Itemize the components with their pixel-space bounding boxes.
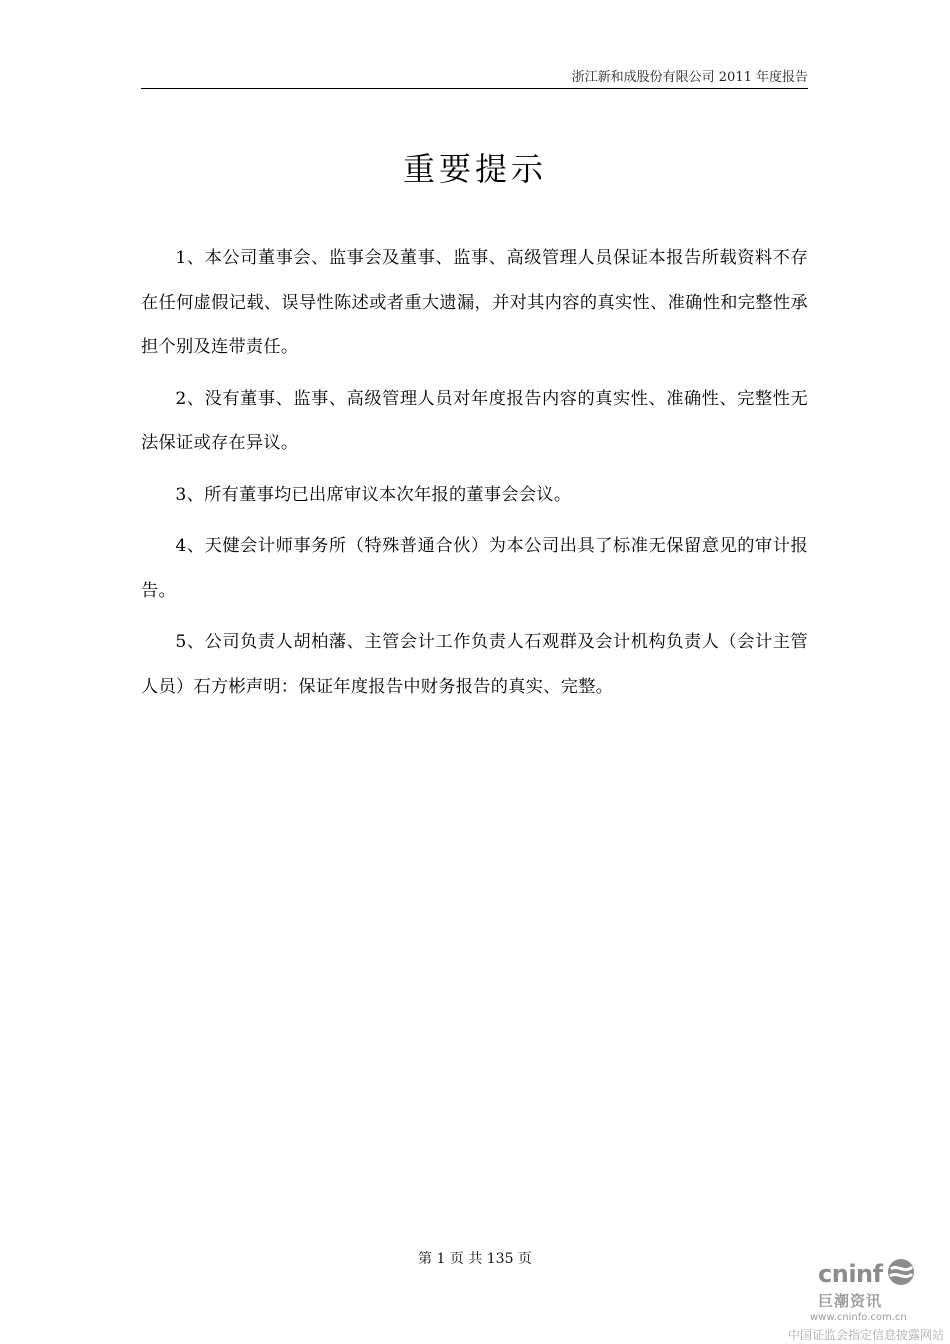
logo-swirl-icon: [885, 1256, 917, 1288]
header-rule: [141, 88, 808, 89]
page-title: 重要提示: [402, 150, 547, 188]
body-content: [141, 236, 808, 716]
notice-paragraph-5: 5、公司负责人胡柏藩、主管会计工作负责人石观群及会计机构负责人（会计主管人员）石方彬声明：保证年度报告中财务报告的真实、完整。: [141, 632, 808, 697]
logo-subtitle: 中国证监会指定信息披露网站: [788, 1328, 945, 1342]
notice-paragraph-2: 2、没有董事、监事、高级管理人员对年度报告内容的真实性、准确性、完整性无法保证或存在异议。: [141, 388, 808, 453]
cninfo-watermark-logo: [780, 1250, 950, 1344]
logo-brand-cn: 巨潮资讯: [818, 1292, 883, 1310]
logo-url: www.cninfo.com.cn: [810, 1312, 907, 1323]
logo-brand-text: cninf: [818, 1260, 883, 1288]
running-header: 浙江新和成股份有限公司 2011 年度报告: [571, 70, 808, 85]
notice-paragraph-4: 4、天健会计师事务所（特殊普通合伙）为本公司出具了标准无保留意见的审计报告。: [141, 536, 808, 601]
notice-paragraph-1: 1、本公司董事会、监事会及董事、监事、高级管理人员保证本报告所载资料不存在任何虚假记载、误导性陈述或者重大遗漏，并对其内容的真实性、准确性和完整性承担个别及连带责任。: [141, 248, 808, 357]
notice-paragraph-3: 3、所有董事均已出席审议本次年报的董事会会议。: [175, 484, 572, 505]
page-number: 第 1 页 共 135 页: [418, 1251, 532, 1267]
